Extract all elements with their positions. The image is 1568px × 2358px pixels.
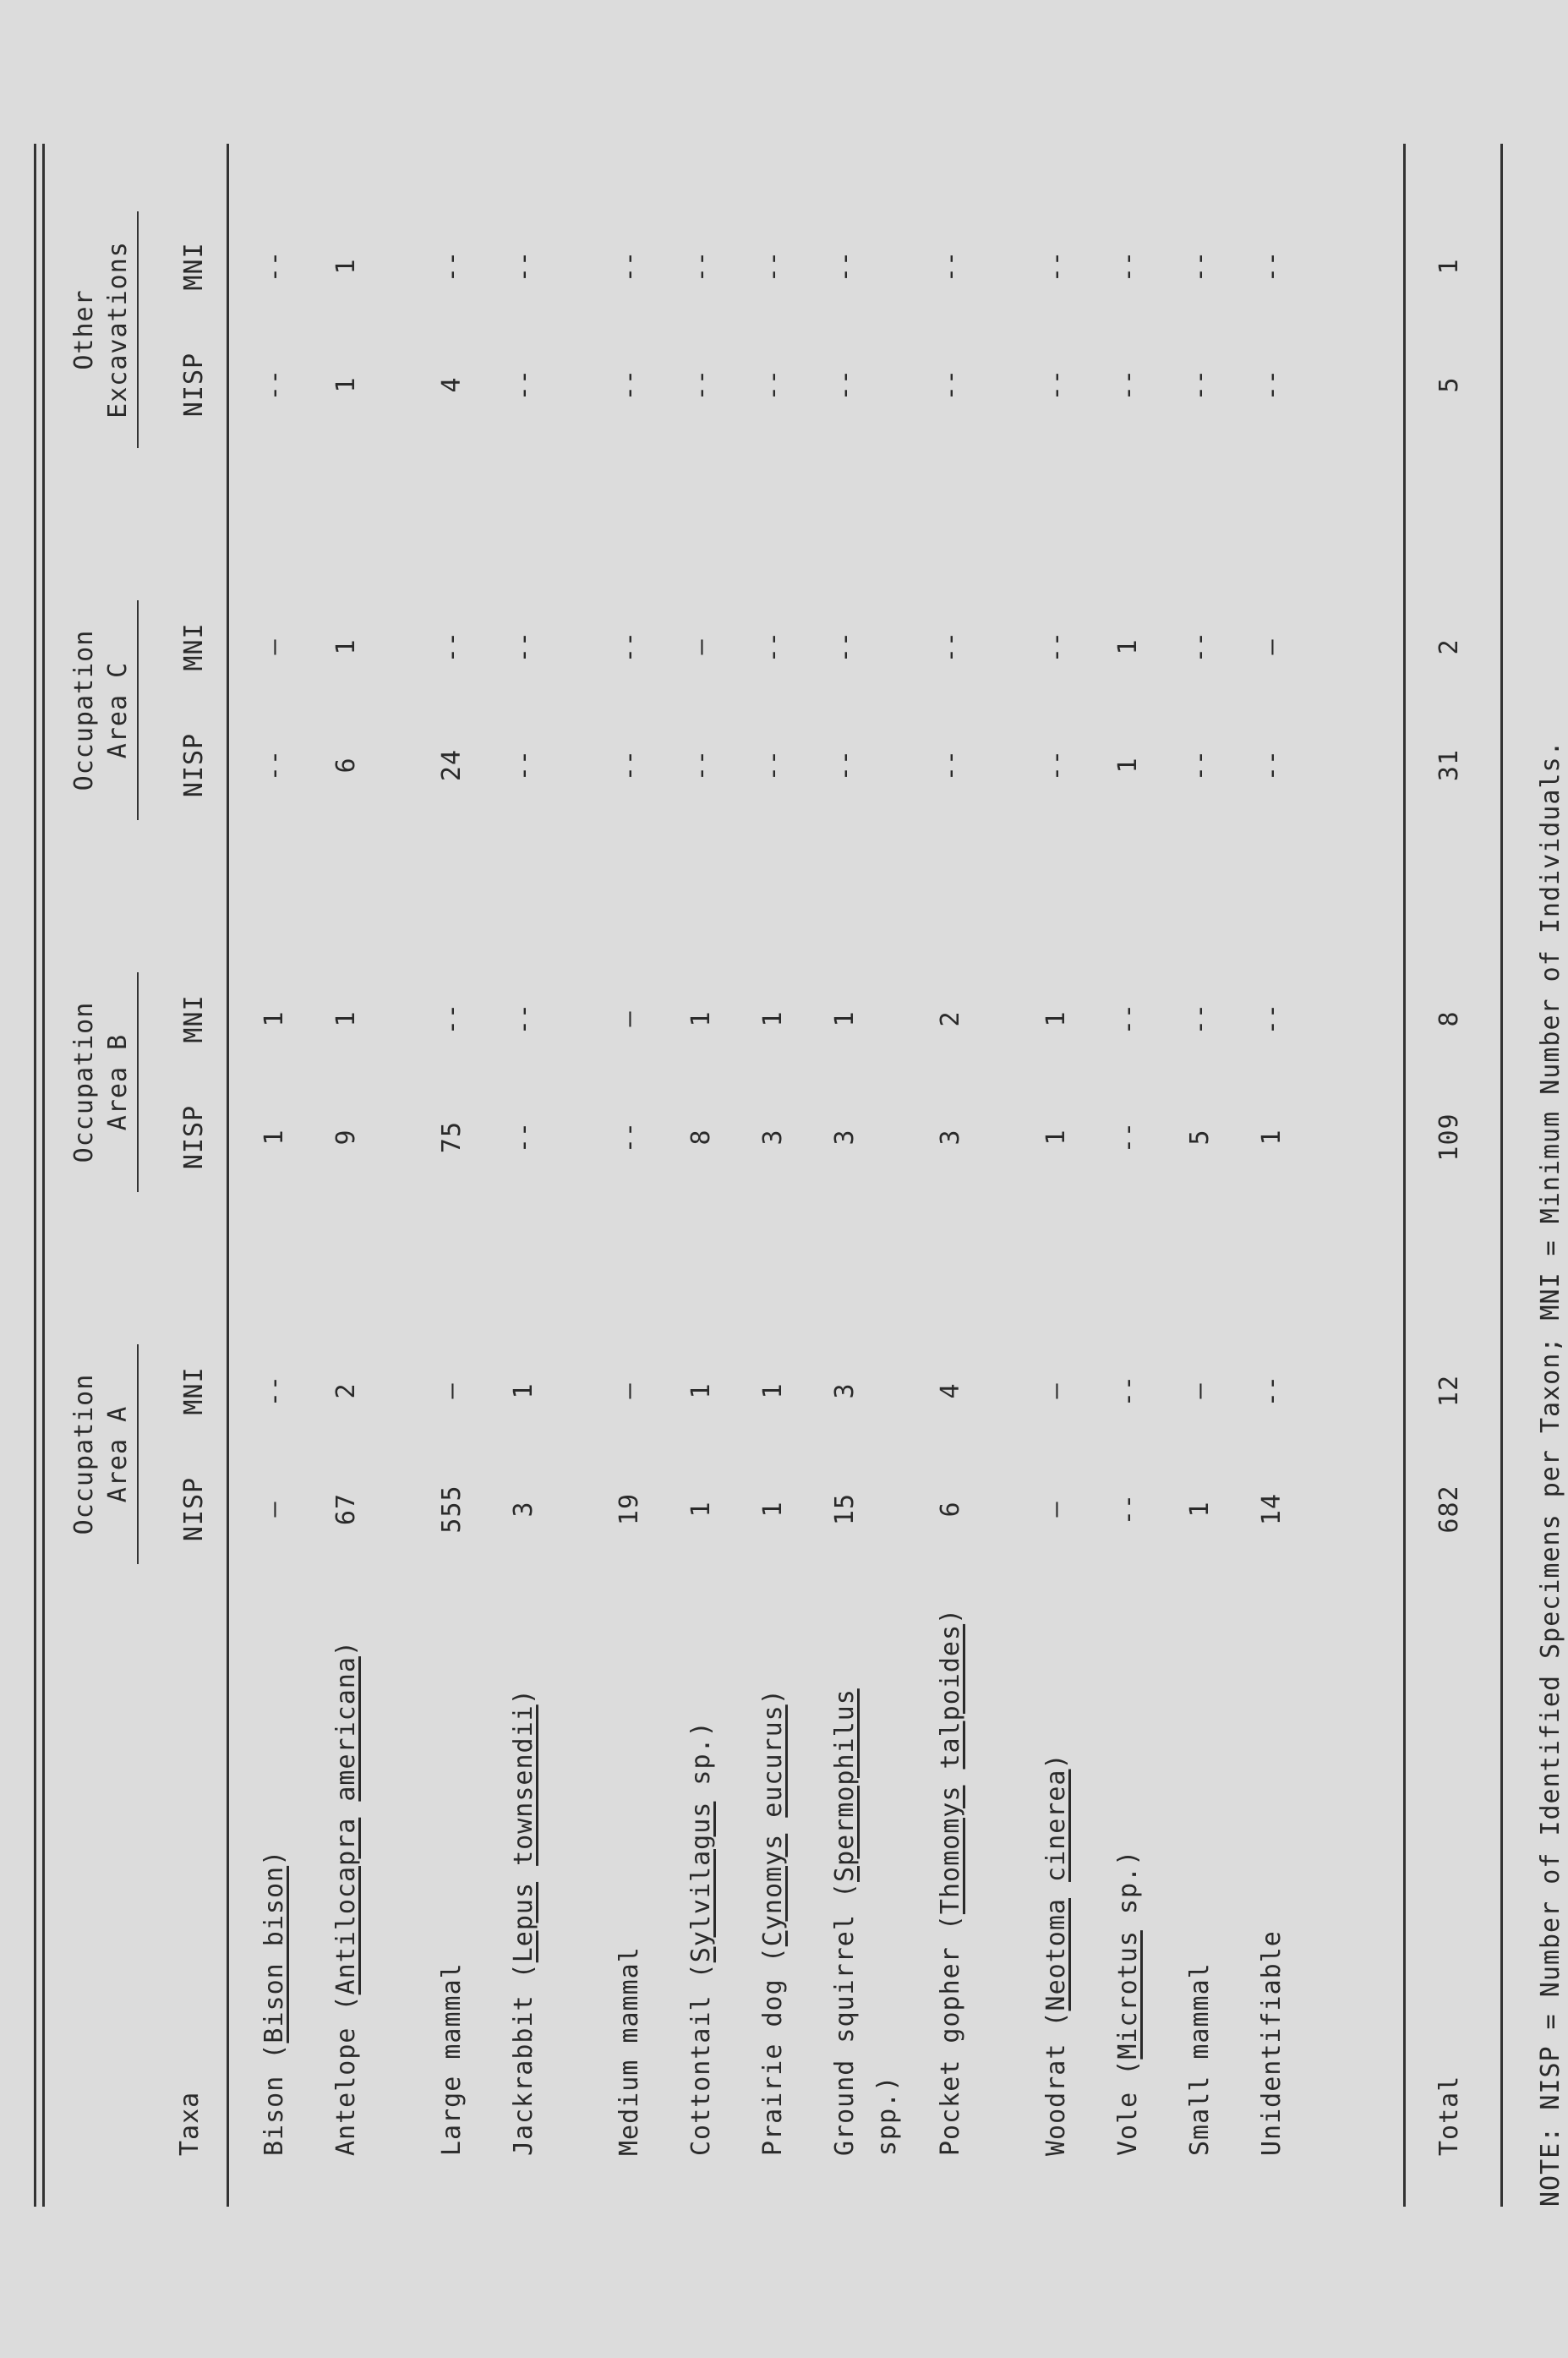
group-header-area-b bbox=[68, 972, 139, 1192]
total-mni-value: 1 bbox=[1434, 258, 1464, 275]
nisp-value: -- bbox=[615, 368, 644, 402]
mni-value: -- bbox=[1257, 1002, 1287, 1036]
nisp-value: 14 bbox=[1257, 1492, 1287, 1526]
mni-value: 2 bbox=[331, 1382, 361, 1399]
mni-value: -- bbox=[936, 630, 965, 664]
nisp-value: 15 bbox=[830, 1492, 860, 1526]
taxa-header: Taxa bbox=[175, 2091, 205, 2156]
taxon-label: Unidentifiable bbox=[1257, 1930, 1287, 2156]
mni-value: -- bbox=[1185, 1002, 1215, 1036]
taxon-label: Cottontail (Sylvilagus sp.) bbox=[686, 1721, 716, 2156]
mni-value: -- bbox=[830, 630, 860, 664]
taxon-label: Jackrabbit (Lepus townsendii) bbox=[509, 1688, 538, 2156]
mni-value: 1 bbox=[830, 1010, 860, 1027]
taxon-label: Ground squirrel (Spermophilus spp.) bbox=[830, 1688, 902, 2156]
mni-column-header: MNI bbox=[179, 1366, 209, 1415]
nisp-value: -- bbox=[686, 748, 716, 782]
total-nisp-value: 31 bbox=[1434, 748, 1464, 782]
nisp-value: -- bbox=[509, 1120, 538, 1154]
nisp-value: -- bbox=[509, 368, 538, 402]
mni-value: -- bbox=[686, 249, 716, 283]
taxon-label: Large mammal bbox=[437, 1962, 467, 2156]
taxon-label: Pocket gopher (Thomomys talpoides) bbox=[936, 1607, 965, 2156]
mni-value: 1 bbox=[758, 1010, 788, 1027]
group-underline bbox=[137, 600, 139, 820]
group-line1: Other bbox=[69, 289, 99, 370]
nisp-value: -- bbox=[686, 368, 716, 402]
taxon-label: Vole (Microtus sp.) bbox=[1113, 1849, 1143, 2156]
nisp-value: -- bbox=[509, 748, 538, 782]
group-line2: Excavations bbox=[103, 241, 133, 419]
nisp-value: 9 bbox=[331, 1129, 361, 1146]
mni-value: -- bbox=[1257, 1374, 1287, 1408]
mni-value: 1 bbox=[331, 1010, 361, 1027]
total-nisp-value: 109 bbox=[1434, 1113, 1464, 1162]
taxon-label: Medium mammal bbox=[615, 1946, 644, 2156]
mni-value: 1 bbox=[260, 1010, 289, 1027]
nisp-value: 3 bbox=[509, 1501, 538, 1518]
nisp-value: -- bbox=[1257, 368, 1287, 402]
top-double-rule bbox=[34, 144, 36, 2207]
group-line1: Occupation bbox=[69, 1373, 99, 1535]
fauna-table bbox=[34, 144, 1565, 2207]
nisp-value: -- bbox=[260, 748, 289, 782]
group-line2: Area A bbox=[103, 1405, 133, 1503]
nisp-value: -- bbox=[1185, 748, 1215, 782]
group-header-area-c bbox=[68, 600, 139, 820]
nisp-value: -- bbox=[758, 748, 788, 782]
mni-value: — bbox=[1257, 638, 1287, 655]
group-underline bbox=[137, 972, 139, 1192]
nisp-value: 1 bbox=[686, 1501, 716, 1518]
nisp-value: 1 bbox=[758, 1501, 788, 1518]
mni-value: -- bbox=[758, 630, 788, 664]
total-nisp-value: 5 bbox=[1434, 376, 1464, 393]
nisp-value: 8 bbox=[686, 1129, 716, 1146]
mni-value: -- bbox=[615, 249, 644, 283]
nisp-value: -- bbox=[1185, 368, 1215, 402]
nisp-value: 1 bbox=[1185, 1501, 1215, 1518]
mni-value: -- bbox=[758, 249, 788, 283]
mni-value: — bbox=[1041, 1382, 1071, 1399]
total-mni-value: 12 bbox=[1434, 1374, 1464, 1408]
nisp-value: 4 bbox=[437, 376, 467, 393]
nisp-value: -- bbox=[936, 368, 965, 402]
mni-value: -- bbox=[509, 630, 538, 664]
nisp-value: — bbox=[1041, 1501, 1071, 1518]
nisp-value: 67 bbox=[331, 1492, 361, 1526]
group-header-other bbox=[68, 211, 139, 448]
nisp-value: 5 bbox=[1185, 1129, 1215, 1146]
mni-value: -- bbox=[509, 249, 538, 283]
table-note: NOTE: NISP = Number of Identified Specimens per Taxon; MNI = Minimum Number of Individuals. bbox=[1536, 740, 1565, 2207]
mni-value: — bbox=[615, 1382, 644, 1399]
group-line1: Occupation bbox=[69, 629, 99, 791]
taxon-label: Woodrat (Neotoma cinerea) bbox=[1041, 1753, 1071, 2156]
mni-value: -- bbox=[437, 1002, 467, 1036]
group-header-area-a bbox=[68, 1344, 139, 1564]
group-line1: Occupation bbox=[69, 1001, 99, 1163]
mni-value: -- bbox=[1113, 249, 1143, 283]
nisp-column-header: NISP bbox=[179, 1476, 209, 1542]
nisp-value: 3 bbox=[758, 1129, 788, 1146]
total-rule bbox=[1403, 144, 1406, 2207]
mni-value: -- bbox=[615, 630, 644, 664]
mni-value: 1 bbox=[686, 1010, 716, 1027]
nisp-value: 75 bbox=[437, 1120, 467, 1154]
mni-value: -- bbox=[1041, 249, 1071, 283]
mni-value: -- bbox=[1185, 630, 1215, 664]
group-line2: Area B bbox=[103, 1033, 133, 1131]
mni-value: — bbox=[686, 638, 716, 655]
group-line2: Area C bbox=[103, 661, 133, 759]
mni-value: 1 bbox=[509, 1382, 538, 1399]
mni-value: -- bbox=[936, 249, 965, 283]
mni-value: -- bbox=[1113, 1374, 1143, 1408]
nisp-column-header: NISP bbox=[179, 1104, 209, 1170]
total-nisp-value: 682 bbox=[1434, 1485, 1464, 1534]
mni-value: -- bbox=[260, 249, 289, 283]
nisp-value: 1 bbox=[331, 376, 361, 393]
total-label: Total bbox=[1434, 2075, 1464, 2156]
bottom-rule bbox=[1500, 144, 1503, 2207]
group-underline bbox=[137, 1344, 139, 1564]
mni-value: -- bbox=[437, 249, 467, 283]
mni-value: -- bbox=[830, 249, 860, 283]
nisp-value: 6 bbox=[936, 1501, 965, 1518]
mni-value: 1 bbox=[1041, 1010, 1071, 1027]
nisp-value: -- bbox=[615, 748, 644, 782]
nisp-value: 6 bbox=[331, 757, 361, 774]
mni-value: -- bbox=[1185, 249, 1215, 283]
nisp-value: -- bbox=[1257, 748, 1287, 782]
nisp-value: -- bbox=[936, 748, 965, 782]
nisp-value: 1 bbox=[1041, 1129, 1071, 1146]
mni-value: — bbox=[1185, 1382, 1215, 1399]
nisp-value: -- bbox=[1041, 368, 1071, 402]
taxon-label: Prairie dog (Cynomys eucurus) bbox=[758, 1688, 788, 2156]
mni-column-header: MNI bbox=[179, 622, 209, 671]
mni-value: 2 bbox=[936, 1010, 965, 1027]
mni-value: -- bbox=[260, 1374, 289, 1408]
nisp-value: -- bbox=[758, 368, 788, 402]
mni-value: -- bbox=[509, 1002, 538, 1036]
nisp-value: 3 bbox=[936, 1129, 965, 1146]
nisp-value: 555 bbox=[437, 1485, 467, 1534]
nisp-value: -- bbox=[260, 368, 289, 402]
nisp-value: 1 bbox=[1257, 1129, 1287, 1146]
mni-value: 1 bbox=[758, 1382, 788, 1399]
mni-value: 1 bbox=[331, 638, 361, 655]
nisp-value: 3 bbox=[830, 1129, 860, 1146]
mni-value: — bbox=[260, 638, 289, 655]
nisp-value: -- bbox=[1113, 368, 1143, 402]
mni-column-header: MNI bbox=[179, 242, 209, 291]
nisp-value: 19 bbox=[615, 1492, 644, 1526]
nisp-value: 1 bbox=[260, 1129, 289, 1146]
mni-value: 1 bbox=[1113, 638, 1143, 655]
mni-column-header: MNI bbox=[179, 994, 209, 1043]
top-double-rule-2 bbox=[42, 144, 45, 2207]
nisp-value: 24 bbox=[437, 748, 467, 782]
mni-value: 1 bbox=[331, 258, 361, 275]
taxon-label: Small mammal bbox=[1185, 1962, 1215, 2156]
mni-value: — bbox=[437, 1382, 467, 1399]
nisp-value: -- bbox=[830, 368, 860, 402]
nisp-value: -- bbox=[615, 1120, 644, 1154]
nisp-column-header: NISP bbox=[179, 352, 209, 418]
group-underline bbox=[137, 211, 139, 448]
total-mni-value: 8 bbox=[1434, 1010, 1464, 1027]
nisp-value: -- bbox=[1113, 1492, 1143, 1526]
nisp-column-header: NISP bbox=[179, 732, 209, 798]
taxon-label: Bison (Bison bison) bbox=[260, 1849, 289, 2156]
mni-value: 1 bbox=[686, 1382, 716, 1399]
nisp-value: -- bbox=[1041, 748, 1071, 782]
nisp-value: -- bbox=[830, 748, 860, 782]
mni-value: -- bbox=[1041, 630, 1071, 664]
mni-value: -- bbox=[1113, 1002, 1143, 1036]
mni-value: 4 bbox=[936, 1382, 965, 1399]
nisp-value: -- bbox=[1113, 1120, 1143, 1154]
mni-value: 3 bbox=[830, 1382, 860, 1399]
total-mni-value: 2 bbox=[1434, 638, 1464, 655]
mni-value: -- bbox=[1257, 249, 1287, 283]
mni-value: — bbox=[615, 1010, 644, 1027]
nisp-value: — bbox=[260, 1501, 289, 1518]
mni-value: -- bbox=[437, 630, 467, 664]
header-rule bbox=[227, 144, 229, 2207]
taxon-label: Antelope (Antilocapra americana) bbox=[331, 1640, 361, 2156]
nisp-value: 1 bbox=[1113, 757, 1143, 774]
